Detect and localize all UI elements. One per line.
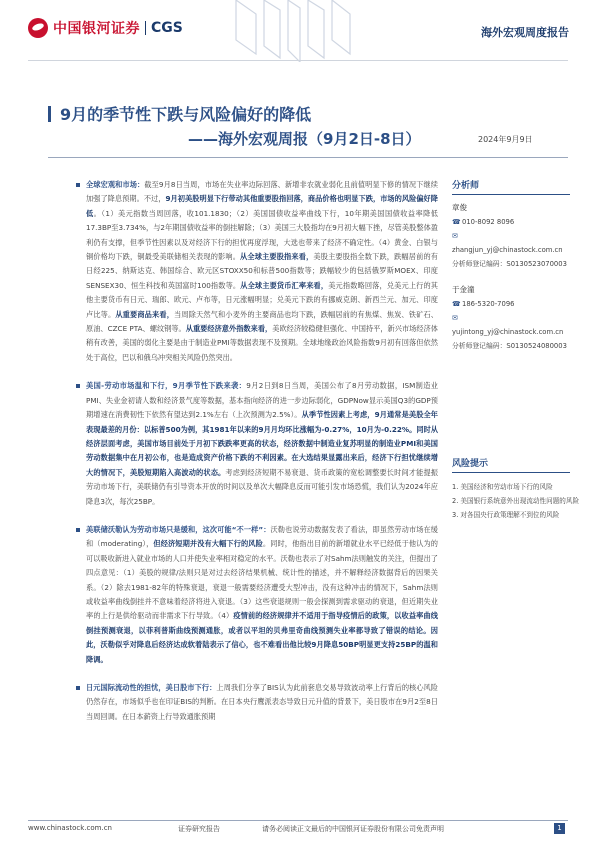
analyst-card	[452, 201, 570, 271]
analyst-cert: S0130523070003	[506, 260, 567, 268]
analyst-phone: 010-8092 8096	[462, 218, 515, 226]
analyst-phone: 186-5320-7096	[462, 300, 515, 308]
analyst-email[interactable]: zhangjun_yj@chinastock.com.cn	[452, 246, 563, 254]
paragraph-text: 上周我们分享了BIS认为此前套息交易导致波动率上行背后的核心风险仍然存在，市场似乎也在印证BIS的判断。在日本央行鹰派表态导致日元升值的背景下，美日股市在9月2至8日当周回调。在日本薪资上行导致通胀预期	[86, 683, 438, 721]
galaxy-logo-icon	[28, 18, 48, 38]
risk-item: 2. 美国银行系统意外出现流动性问题的风险	[452, 497, 580, 505]
title-accent-bar	[48, 106, 51, 122]
paragraph-text: 美元指数略回落，兑美元上行的其他主要货币有日元、瑞郎、欧元、卢布等，日元涨幅明显；兑美元下跌的有挪威克朗、新西兰元、加元、印度卢比等。	[86, 280, 438, 319]
analyst-sidebar	[452, 178, 570, 353]
bullet-icon	[76, 384, 80, 388]
phone-icon: ☎	[452, 218, 461, 226]
page-number: 1	[554, 823, 565, 834]
analyst-card	[452, 283, 570, 353]
email-icon: ✉	[452, 232, 458, 240]
analyst-email[interactable]: yujintong_yj@chinastock.com.cn	[452, 328, 564, 336]
paragraph-highlight: 从重要商品来看，	[115, 309, 175, 319]
company-logo	[28, 18, 183, 38]
paragraph-text: 沃勒也说劳动数据发表了看法，即虽然劳动市场在缓和（moderating），	[86, 524, 438, 549]
email-icon: ✉	[452, 314, 458, 322]
title-divider	[48, 157, 568, 158]
risk-list	[452, 480, 592, 522]
paragraph-lead: 全球宏观和市场：	[86, 180, 145, 189]
footer-divider	[28, 820, 568, 821]
paragraph-text: 9月2日到8日当周，美国公布了8月劳动数据，ISM制造业PMI、失业金初请人数和经济景气度等数据，基本指向经济的进一步边际弱化，GDPNow显示美国Q3的GDP预期增速在消费韧性下依然有望达到2.1%左右（上次预测为2.5%）。	[86, 381, 438, 420]
header-divider	[28, 60, 568, 61]
report-title: 9月的季节性下跌与风险偏好的降低	[60, 105, 312, 124]
bullet-icon	[76, 183, 80, 187]
paragraph-highlight: 9月初美股明显下行带动其他重要股指回落，商品价格也明显下跌，市场的风险偏好降低	[86, 194, 438, 218]
footer-dept: 证券研究报告	[178, 825, 220, 833]
report-subtitle: ——海外宏观周报（9月2日-8日）	[188, 130, 421, 148]
header-decoration-icon	[228, 0, 358, 62]
paragraph-highlight: 从重要经济意外指数来看，	[185, 324, 273, 334]
logo-divider	[145, 21, 146, 35]
bullet-icon	[76, 686, 80, 690]
paragraph-text: 当周除天然气和小麦外的主要商品也均下跌，跌幅居前的有焦煤、焦炭、铁矿石、原油、CZCE PTA、螺纹钢等。	[86, 309, 438, 334]
paragraph-text: 美股主要股指全数下跌，跌幅居前的有日经225、纳斯达克、韩国综合、欧元区STOXX50和标普500指数等；跌幅较少的包括俄罗斯MOEX、印度SENSEX30、恒生科技和英国富时100指数等。	[86, 252, 438, 290]
paragraph-text: 。（1）美元指数当周回落，收101.1830；（2）美国国债收益率曲线下行，10年期美国国债收益率降低17.3BP至3.734%，与2年期国债收益率的倒挂解除；（3）美国三大股指均在9月初大幅下挫，尽管美股整体盈利仍有支撑，但季节性因素以及对经济下行的担忧再度浮现，大选也带来了经济不确定性。（4）黄金、白银与铜价格均下跌，铜最受美联储相关表现的影响。	[86, 208, 438, 262]
analyst-heading: 分析师	[452, 178, 570, 195]
cert-label: 分析师登记编码：	[452, 260, 507, 268]
paragraph-highlight: 疫情前的经济规律并不适用于指导疫情后的政策，以收益率曲线倒挂预测衰退，以菲利普斯曲线预测通胀，或者以平坦的贝弗里奇曲线预测失业率都导致了错误的结论。因此，沃勒似乎对降息后经济达成软着陆表示了信心，也不难看出他比较9月降息50BP明显更支持25BP的温和降调。	[86, 611, 438, 664]
logo-cn: 中国银河证券	[53, 21, 140, 37]
page-header	[0, 0, 595, 62]
paragraph-highlight: 从季节性因素上考虑，9月通常是美股全年表现最差的月份：以标普500为例，其1981年以来的9月月均环比涨幅为-0.27%，10月为-0.22%。同时从经济层面考虑，美国市场目前处于月初下跌跌率更高的状态，经济数据中制造业复苏明显的制造业PMI和美国劳动数据集中在月初公布，也是造成资产价格下跌的不利因素。在大选结果显露出来后，经济下行担忧继续增大的情况下，美股短期陷入高波动的状态。	[86, 410, 438, 477]
report-date: 2024年9月9日	[478, 135, 533, 144]
risk-heading: 风险提示	[452, 456, 570, 473]
paragraph-lead: 美联储沃勒认为劳动市场只是缓和，这次可能“不一样”：	[86, 524, 271, 534]
risk-item: 3. 对各国央行政策理解不到位的风险	[452, 511, 560, 519]
main-body	[86, 178, 438, 738]
analyst-name: 于金潼	[452, 285, 475, 294]
paragraph-highlight: 但经济短期并没有大幅下行的风险	[153, 539, 263, 549]
paragraph-text: 美欧经济较稳健但强化、中国持平，新兴市场经济体稍有改善，美国的弱化主要是由于制造业PMI等数据表现不及预期。全球地缘政治风险指数9月初有回落但依然处于高位，巴以和俄乌冲突相关风险仍然突出。	[86, 324, 438, 362]
logo-en: CGS	[151, 20, 183, 36]
paragraph-lead: 日元国际流动性的担忧，美日股市下行：	[86, 683, 217, 692]
analyst-name: 章俊	[452, 203, 467, 212]
footer-disclaimer: 请务必阅读正文最后的中国银河证券股份有限公司免责声明	[262, 825, 444, 833]
report-type-label: 海外宏观周度报告	[481, 26, 569, 39]
bullet-icon	[76, 528, 80, 532]
paragraph-us-labor	[86, 379, 438, 509]
paragraph-text: 截至9月8日当周，市场在失业率边际回落、新增非农就业弱化且前值明显下修的情况下继续加强了降息预期。不过，	[86, 180, 438, 204]
paragraph-text: 考虑到经济短期不易衰退、货币政策的宽松调整要长时间才能提振劳动市场下行，美联储仍有引导资本开放的时间以及单次大幅降息反而可能引发市场恐慌，我们认为2024年应降息3次，每次25BP。	[86, 467, 438, 506]
risk-item: 1. 美国经济和劳动市场下行的风险	[452, 483, 553, 491]
cert-label: 分析师登记编码：	[452, 342, 507, 350]
paragraph-text: 。同时，他指出目前的新增就业水平已经低于他认为的可以吸收新进入就业市场的人口并使失业率相对稳定的水平。沃勒也表示了对Sahm法则触发的关注，但提出了四点意见：（1）美股的规律/法则只是对过去经济结果机械、统计性的描述，并不解释经济数据背后的因果关系。（2）除去1981-82年的特殊衰退，衰退一般需要经济遭受大型冲击，没有这种冲击的情况下，Sahm法则或收益率曲线倒挂并不意味着经济将进入衰退。（3）这些衰退规则一般会探测到需求驱动的衰退，但近期失业率的上行是供给驱动而非需求下行导致。（4）	[86, 539, 438, 621]
phone-icon: ☎	[452, 300, 461, 308]
footer-url[interactable]: www.chinastock.com.cn	[28, 824, 112, 832]
paragraph-highlight: 从全球主要货币汇率来看，	[240, 280, 329, 290]
paragraph-yen-liquidity	[86, 681, 438, 724]
paragraph-lead: 美国-劳动市场温和下行，9月季节性下跌来袭：	[86, 381, 247, 391]
paragraph-global-macro	[86, 178, 438, 365]
analyst-cert: S0130524080003	[506, 342, 567, 350]
paragraph-highlight: 从全球主要股指来看，	[240, 252, 314, 262]
paragraph-fed-waller	[86, 523, 438, 667]
